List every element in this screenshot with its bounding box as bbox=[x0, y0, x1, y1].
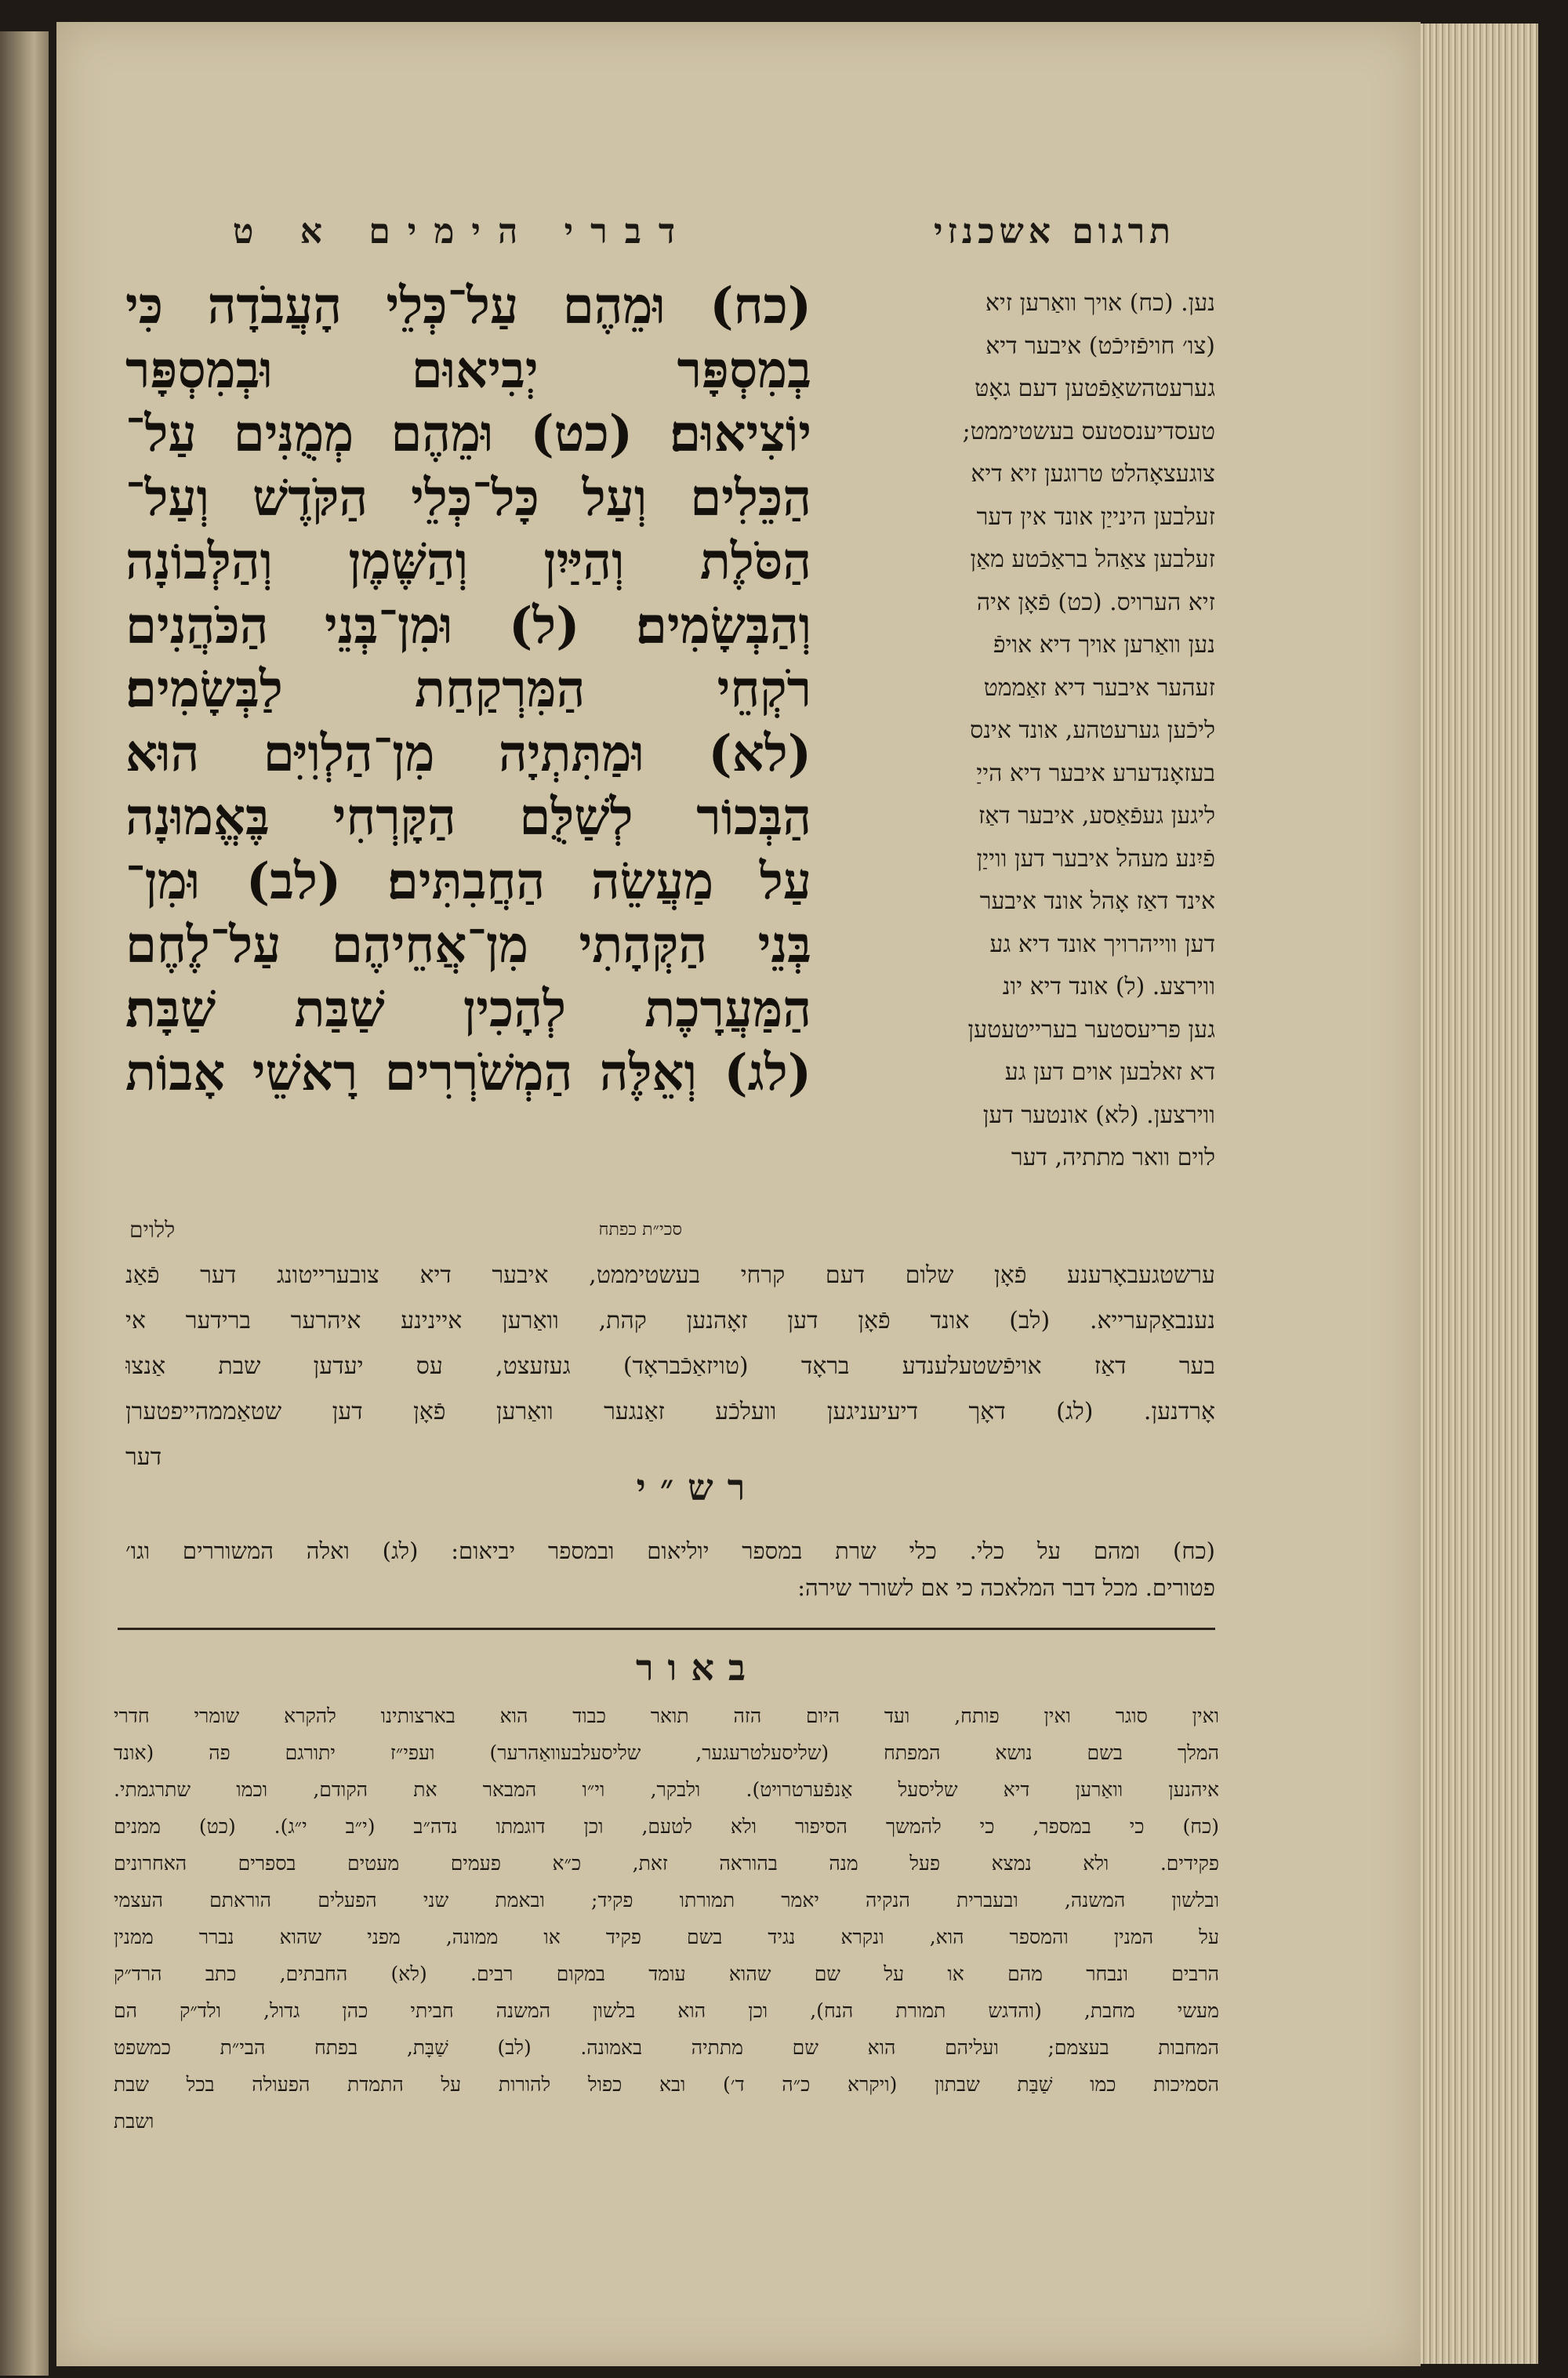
translation-running-head: תרגום אשכנזי bbox=[933, 212, 1176, 252]
continuation-line: אָרדנען. (לג) דאָך דיעיעניגען וועלכֿע זאַנגער וואַרען פֿאָן דען שטאַממהייפטערן bbox=[125, 1398, 1215, 1425]
translation-line: נען. (כח) אויך וואַרען זיא bbox=[985, 289, 1215, 317]
biur-line: הרבים ונבחר מהם או על שם שהוא עומד במקום רבים. (לא) החבתים, כתב הרד״ק bbox=[114, 1962, 1219, 1985]
bible-text-line: הַכֵּלִים וְעַל כָּל־כְּלֵי הַקֹּדֶשׁ וְעַל־ bbox=[125, 468, 811, 528]
bible-text-line: הַמַּעֲרָכֶת לְהָכִין שַׁבַּת שַׁבָּת׃ bbox=[125, 979, 811, 1039]
bible-text-line: (לג) וְאֵלֶּה הַמְשֹׁרְרִים רָאשֵׁי אָבוֹת bbox=[125, 1044, 811, 1102]
translation-line: בעזאָנדערע איבער דיא הייַ bbox=[976, 759, 1215, 787]
hebrew-bible-text-column bbox=[125, 274, 811, 1215]
bible-text-line: בְּנֵי הַקְּהָתִי מִן־אֲחֵיהֶם עַל־לֶחֶם bbox=[125, 916, 811, 975]
hebrew-catchword: ללוים bbox=[129, 1217, 176, 1243]
masoretic-note: סכי״ת כפתח bbox=[598, 1220, 682, 1240]
bible-text-line: בְמִסְפָּר יְבִיאוּם וּבְמִסְפָּר bbox=[125, 340, 811, 400]
bible-text-line: וְהַבְּשָׂמִים׃ (ל) וּמִן־בְּנֵי הַכֹּהֲנִים bbox=[125, 596, 811, 655]
rashi-line: (כח) ומהם על כלי. כלי שרת במספר יוליאום ובמספר יביאום: (לג) ואלה המשוררים וגו׳ bbox=[125, 1538, 1215, 1564]
continuation-line: נענבאַקערייא. (לב) אונד פֿאָן דען זאָהנען קהת, וואַרען איינינע איהרער ברידער אי bbox=[125, 1307, 1215, 1334]
biur-line: איהנען וואַרען דיא שליסעל אַנפֿערטרויט). ולבקר, וי״ו המבאר את הקודם, וכמו שתרגמתי. bbox=[114, 1778, 1219, 1801]
translation-continuation bbox=[125, 1253, 1215, 1480]
bible-text-line: הַבְּכוֹר לְשַׁלֻּם הַקָּרְחִי בֶּאֱמוּנָה bbox=[125, 788, 811, 847]
translation-line: גען פריעסטער בערייטעטען bbox=[967, 1015, 1215, 1044]
translation-line: נען וואַרען אויך דיא אויפֿ bbox=[993, 631, 1215, 659]
biur-line: (כח) כי במספר, כי להמשך הסיפור ולא לטעם, וכן דוגמתו נדה״ב (י״ב י״ג). (כט) ממנים bbox=[114, 1815, 1219, 1838]
translation-line: דא זאלבען אוים דען גע bbox=[1004, 1058, 1215, 1086]
translation-catchword: דער bbox=[125, 1443, 162, 1471]
translation-line: לוים וואר מתתיה, דער bbox=[1011, 1144, 1215, 1171]
translation-line: (צו׳ חויפֿזיכֿט) איבער דיא bbox=[985, 332, 1215, 360]
translation-line: ליגען געפֿאַסע, איבער דאַז bbox=[978, 802, 1215, 830]
bible-text-line: רֹקְחֵי הַמִּרְקַחַת לַבְּשָׂמִים׃ bbox=[125, 660, 811, 719]
bible-text-line: עַל מַעֲשֵׂה הַחֲבִתִּים׃ (לב) וּמִן־ bbox=[125, 851, 811, 911]
translation-line: דען ווייהרויך אונד דיא גע bbox=[989, 930, 1215, 958]
german-translation-column bbox=[823, 282, 1215, 1247]
translation-line: גערעטהשאַפֿטען דעם גאָטּ bbox=[975, 375, 1215, 402]
previous-page-edge bbox=[0, 31, 49, 2376]
translation-line: ליכֿען גערעטהע, אונד אינס bbox=[970, 717, 1215, 744]
translation-line: זעהער איבער דיא זאַממט bbox=[983, 673, 1215, 702]
translation-line: זיא הערויס. (כט) פֿאָן איה bbox=[976, 588, 1215, 616]
bible-text-line: הַסֹּלֶת וְהַיַּיִן וְהַשֶּׁמֶן וְהַלְּבוֹנָה bbox=[125, 532, 811, 591]
biur-line: מעשי מחבת, (והדגש תמורת הנח), וכן הוא בלשון המשנה חביתי כהן גדול, ולד״ק הם bbox=[114, 1999, 1219, 2022]
bible-text-line: יוֹצִיאוּם׃ (כט) וּמֵהֶם מְמֻנִּים עַל־ bbox=[125, 405, 811, 463]
translation-line: טעסדיענסטעס בעשטיממט; bbox=[962, 417, 1215, 445]
book-running-head: דברי הימים א ט bbox=[232, 212, 693, 252]
bible-text-line: (לא) וּמַתִּתְיָה מִן־הַלְוִיִּם הוּא bbox=[125, 724, 811, 783]
biur-commentary bbox=[114, 1697, 1219, 2140]
translation-line: פֿיִנע מעהל איבער דען ווייַן bbox=[976, 844, 1215, 873]
translation-line: זעלבען הינייַן אונד אין דער bbox=[976, 503, 1215, 531]
biur-line: פקידים. ולא נמצא פעל מנה בהוראה זאת, כ״א פעמים מעטים בספרים האחרונים bbox=[114, 1852, 1219, 1875]
translation-line: צוגעצאָהלט טרוגען זיא דיא bbox=[971, 460, 1215, 488]
biur-line: הסמיכות כמו שַׁבַּת שבתון (ויקרא כ״ה ד׳) ובא כפול להורות על התמדת הפעולה בכל שבת bbox=[114, 2073, 1219, 2096]
translation-line: זעלבען צאַהל בראַכֿטע מאַן bbox=[970, 546, 1215, 573]
section-divider bbox=[118, 1628, 1215, 1630]
translation-line: אינד דאַז אָהל אונד איבער bbox=[979, 888, 1215, 915]
continuation-line: ערשטגעבאָרענע פֿאָן שלום דעם קרחי בעשטיממט, איבער דיא צובערייטונג דער פֿאַנ bbox=[125, 1262, 1215, 1289]
book-page-edges bbox=[1421, 24, 1538, 2364]
biur-heading: באור bbox=[635, 1646, 760, 1689]
biur-catchword: ושבת bbox=[114, 2110, 154, 2133]
biur-line: המחבות בעצמם; ועליהם הוא שם מתתיה באמונה. (לב) שַׁבָּת, בפתח הבי״ת כמשפט bbox=[114, 2036, 1219, 2059]
translation-line: ווירצע. (ל) אונד דיא יונ bbox=[1002, 973, 1215, 1000]
continuation-line: בער דאַז אויפֿשטעלענדע בראָד (טויזאַכֿבראָד) געזעצט, עס יעדען שבת אַנצוּ bbox=[125, 1352, 1215, 1380]
biur-line: ובלשון המשנה, ובעברית הנקיה יאמר תמורתו פקיד; ובאמת שני הפעלים הוראתם העצמי bbox=[114, 1889, 1219, 1911]
bible-text-line: (כח) וּמֵהֶם עַל־כְּלֵי הָעֲבֹדָה כִּי bbox=[125, 277, 811, 336]
biur-line: על המנין והמספר הוא, ונקרא נגיד בשם פקיד או ממונה, מפני שהוא נברר ממנין bbox=[114, 1926, 1219, 1948]
rashi-line: פטורים. מכל דבר המלאכה כי אם לשורר שירה: bbox=[797, 1574, 1215, 1601]
rashi-heading: רש״י bbox=[636, 1466, 760, 1508]
translation-line: ווירצען. (לא) אונטער דען bbox=[982, 1101, 1215, 1129]
rashi-commentary bbox=[125, 1533, 1215, 1607]
biur-line: ואין סוגר ואין פותח, ועד היום הזה תואר כבוד הוא בארצותינו להקרא שומרי חדרי bbox=[114, 1705, 1219, 1727]
biur-line: המלך בשם נושא המפתח (שליסעלטרעגער, שליסעלבעוואַהרער) ועפי״ז יתורגם פה (אונד bbox=[114, 1741, 1219, 1764]
